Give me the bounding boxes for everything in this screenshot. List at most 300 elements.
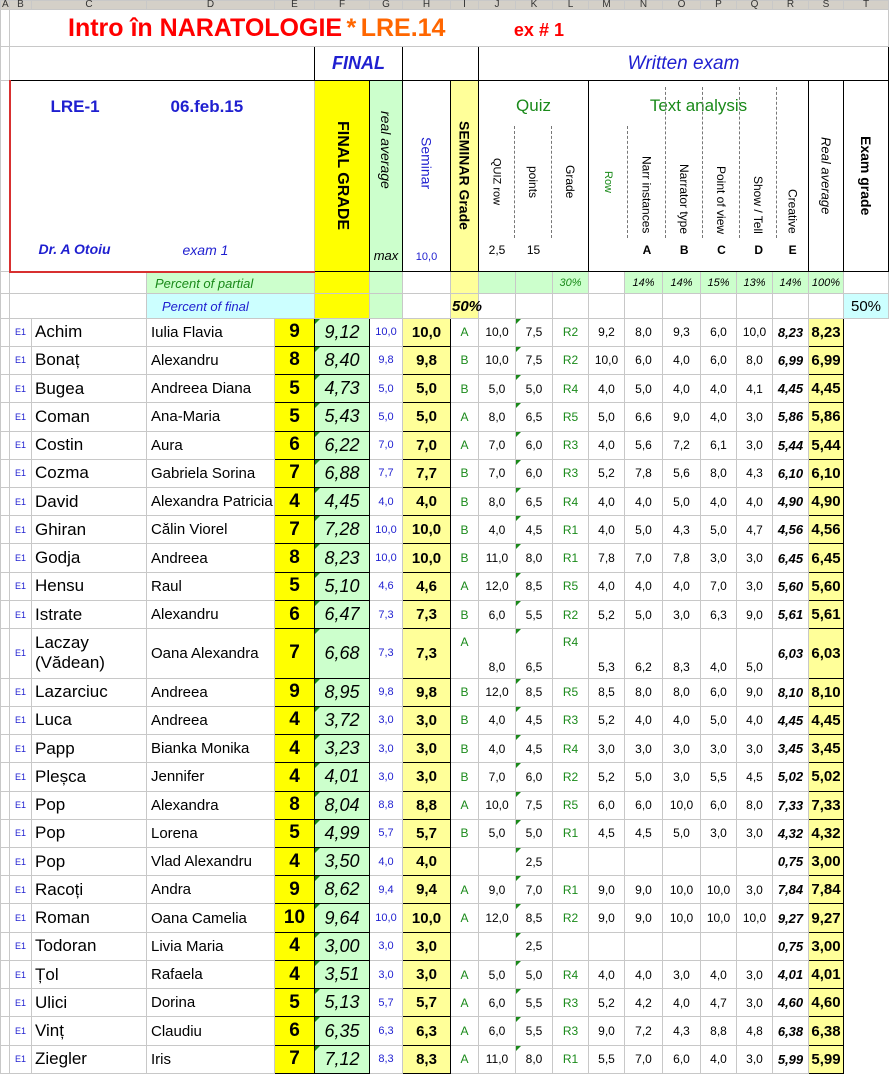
cell-c[interactable]: 9,0 — [663, 403, 701, 431]
cell-b[interactable] — [625, 847, 663, 875]
cell-surname[interactable]: Cozma — [32, 459, 147, 487]
cell-first[interactable]: Aura — [147, 431, 275, 459]
cell-avg[interactable]: 4,73 — [315, 375, 370, 403]
cell-final[interactable]: 5 — [275, 819, 315, 847]
cell-avg[interactable]: 9,64 — [315, 904, 370, 932]
cell-surname[interactable]: Pleșca — [32, 763, 147, 791]
cell-pts[interactable] — [479, 932, 516, 960]
cell-sem[interactable]: 3,0 — [370, 706, 403, 734]
cell-c[interactable]: 4,0 — [663, 346, 701, 374]
cell-eg[interactable]: 4,56 — [809, 516, 844, 544]
cell-a[interactable]: 4,0 — [589, 572, 625, 600]
cell-eg[interactable]: 4,60 — [809, 989, 844, 1017]
cell-b[interactable]: 9,0 — [625, 904, 663, 932]
cell-a[interactable]: 6,0 — [589, 791, 625, 819]
cell-final[interactable]: 4 — [275, 763, 315, 791]
cell-surname[interactable]: Bugea — [32, 375, 147, 403]
cell-qg[interactable]: 6,0 — [516, 431, 553, 459]
cell-qrow[interactable]: A — [451, 960, 479, 988]
cell-first[interactable]: Dorina — [147, 989, 275, 1017]
cell-c[interactable]: 8,0 — [663, 678, 701, 706]
cell-pts[interactable]: 9,0 — [479, 876, 516, 904]
cell-row[interactable]: R3 — [553, 1017, 589, 1045]
cell-eg[interactable]: 6,10 — [809, 459, 844, 487]
cell-eg[interactable]: 5,86 — [809, 403, 844, 431]
cell-semg[interactable]: 9,8 — [403, 346, 451, 374]
cell-sem[interactable]: 3,0 — [370, 735, 403, 763]
cell-a[interactable]: 7,8 — [589, 544, 625, 572]
cell-a[interactable]: 4,0 — [589, 488, 625, 516]
ta-percent-b[interactable]: 14% — [663, 272, 701, 294]
cell-final[interactable]: 7 — [275, 1045, 315, 1073]
cell-tag[interactable]: E1 — [10, 1017, 32, 1045]
cell-semg[interactable]: 5,0 — [403, 375, 451, 403]
cell-eg[interactable]: 6,99 — [809, 346, 844, 374]
cell-qg[interactable]: 8,0 — [516, 544, 553, 572]
cell-final[interactable]: 6 — [275, 1017, 315, 1045]
cell-qrow[interactable] — [451, 847, 479, 875]
cell-tag[interactable]: E1 — [10, 318, 32, 346]
cell-qrow[interactable]: B — [451, 346, 479, 374]
cell-b[interactable]: 9,0 — [625, 876, 663, 904]
column-header-b[interactable]: B — [10, 1, 32, 10]
seminar-header[interactable] — [403, 80, 451, 272]
cell-sem[interactable]: 5,7 — [370, 989, 403, 1017]
cell-sem[interactable]: 3,0 — [370, 960, 403, 988]
cell-avg[interactable]: 4,45 — [315, 488, 370, 516]
cell-e[interactable] — [737, 932, 773, 960]
cell-c[interactable]: 3,0 — [663, 735, 701, 763]
cell-a[interactable]: 5,2 — [589, 989, 625, 1017]
cell-first[interactable]: Alexandru — [147, 346, 275, 374]
cell-pts[interactable]: 6,0 — [479, 600, 516, 628]
cell-qg[interactable]: 4,5 — [516, 735, 553, 763]
cell-b[interactable]: 4,5 — [625, 819, 663, 847]
cell-pts[interactable]: 8,0 — [479, 403, 516, 431]
cell-sem[interactable]: 5,0 — [370, 375, 403, 403]
column-header-g[interactable]: G — [370, 1, 403, 10]
cell-ra[interactable]: 3,45 — [773, 735, 809, 763]
cell-e[interactable]: 3,0 — [737, 960, 773, 988]
cell-d[interactable]: 3,0 — [701, 735, 737, 763]
cell-e[interactable]: 8,0 — [737, 791, 773, 819]
cell-first[interactable]: Gabriela Sorina — [147, 459, 275, 487]
cell-surname[interactable]: Hensu — [32, 572, 147, 600]
cell-final[interactable]: 10 — [275, 904, 315, 932]
cell-surname[interactable]: Pop — [32, 791, 147, 819]
cell-qg[interactable]: 4,5 — [516, 706, 553, 734]
cell-sem[interactable]: 9,4 — [370, 876, 403, 904]
cell-eg[interactable]: 5,60 — [809, 572, 844, 600]
cell-avg[interactable]: 4,01 — [315, 763, 370, 791]
cell-sem[interactable]: 10,0 — [370, 516, 403, 544]
cell-a[interactable]: 9,0 — [589, 904, 625, 932]
cell-first[interactable]: Alexandru — [147, 600, 275, 628]
cell-semg[interactable]: 4,0 — [403, 847, 451, 875]
cell-qrow[interactable]: B — [451, 516, 479, 544]
cell-pts[interactable]: 6,0 — [479, 1017, 516, 1045]
cell-d[interactable] — [701, 932, 737, 960]
cell-d[interactable]: 4,0 — [701, 1045, 737, 1073]
cell-a[interactable] — [589, 847, 625, 875]
cell-e[interactable]: 9,0 — [737, 600, 773, 628]
cell-qrow[interactable]: A — [451, 572, 479, 600]
cell-first[interactable]: Claudiu — [147, 1017, 275, 1045]
cell-avg[interactable]: 7,12 — [315, 1045, 370, 1073]
column-header-d[interactable]: D — [147, 1, 275, 10]
quiz-percent[interactable]: 30% — [553, 272, 589, 294]
cell-d[interactable]: 6,1 — [701, 431, 737, 459]
cell-semg[interactable]: 3,0 — [403, 706, 451, 734]
cell-eg[interactable]: 4,45 — [809, 375, 844, 403]
cell-eg[interactable]: 5,99 — [809, 1045, 844, 1073]
cell-final[interactable]: 8 — [275, 544, 315, 572]
cell-e[interactable]: 4,0 — [737, 706, 773, 734]
cell-surname[interactable]: Papp — [32, 735, 147, 763]
cell-sem[interactable]: 6,3 — [370, 1017, 403, 1045]
cell-avg[interactable]: 3,00 — [315, 932, 370, 960]
cell-semg[interactable]: 8,8 — [403, 791, 451, 819]
cell-ra[interactable]: 4,60 — [773, 989, 809, 1017]
cell-tag[interactable]: E1 — [10, 346, 32, 374]
cell-c[interactable]: 5,0 — [663, 819, 701, 847]
cell-a[interactable]: 8,5 — [589, 678, 625, 706]
cell-first[interactable]: Raul — [147, 572, 275, 600]
cell-tag[interactable]: E1 — [10, 629, 32, 678]
cell-qg[interactable]: 6,5 — [516, 488, 553, 516]
cell-b[interactable]: 4,0 — [625, 960, 663, 988]
cell-pts[interactable]: 8,0 — [479, 629, 516, 678]
cell-qg[interactable]: 7,5 — [516, 791, 553, 819]
cell-d[interactable]: 4,0 — [701, 375, 737, 403]
cell-row[interactable]: R2 — [553, 763, 589, 791]
seminar-grade-header[interactable] — [451, 80, 479, 272]
cell-row[interactable]: R1 — [553, 819, 589, 847]
cell-final[interactable]: 6 — [275, 600, 315, 628]
cell-e[interactable]: 4,3 — [737, 459, 773, 487]
cell-qg[interactable]: 8,0 — [516, 1045, 553, 1073]
cell-tag[interactable]: E1 — [10, 706, 32, 734]
cell-semg[interactable]: 4,0 — [403, 488, 451, 516]
final-label[interactable]: FINAL — [315, 47, 403, 80]
cell-qrow[interactable]: A — [451, 629, 479, 678]
cell-ra[interactable]: 6,99 — [773, 346, 809, 374]
cell-qrow[interactable]: A — [451, 1045, 479, 1073]
cell-e[interactable]: 10,0 — [737, 904, 773, 932]
cell-pts[interactable]: 12,0 — [479, 904, 516, 932]
cell-pts[interactable]: 10,0 — [479, 346, 516, 374]
cell-a[interactable]: 4,0 — [589, 960, 625, 988]
cell-b[interactable]: 8,0 — [625, 318, 663, 346]
cell-first[interactable]: Alexandra Patricia — [147, 488, 275, 516]
cell-ra[interactable]: 8,10 — [773, 678, 809, 706]
cell-d[interactable]: 6,0 — [701, 791, 737, 819]
cell-qg[interactable]: 6,5 — [516, 629, 553, 678]
cell-semg[interactable]: 7,3 — [403, 629, 451, 678]
cell-d[interactable]: 3,0 — [701, 819, 737, 847]
cell-e[interactable]: 8,0 — [737, 346, 773, 374]
cell-first[interactable]: Rafaela — [147, 960, 275, 988]
cell-qrow[interactable]: B — [451, 819, 479, 847]
written-exam-label[interactable]: Written exam — [479, 47, 889, 80]
cell-c[interactable]: 6,0 — [663, 1045, 701, 1073]
cell-qg[interactable]: 7,5 — [516, 318, 553, 346]
cell-pts[interactable]: 10,0 — [479, 318, 516, 346]
cell-avg[interactable]: 5,10 — [315, 572, 370, 600]
cell-final[interactable]: 8 — [275, 791, 315, 819]
cell-qrow[interactable]: A — [451, 989, 479, 1017]
cell-eg[interactable]: 6,03 — [809, 629, 844, 678]
cell-tag[interactable]: E1 — [10, 488, 32, 516]
cell-final[interactable]: 5 — [275, 989, 315, 1017]
cell-ra[interactable]: 4,90 — [773, 488, 809, 516]
cell-b[interactable]: 6,0 — [625, 346, 663, 374]
cell-qrow[interactable]: B — [451, 488, 479, 516]
cell-tag[interactable]: E1 — [10, 932, 32, 960]
cell-tag[interactable]: E1 — [10, 600, 32, 628]
cell-final[interactable]: 9 — [275, 318, 315, 346]
cell-qg[interactable]: 2,5 — [516, 932, 553, 960]
cell-row[interactable] — [553, 932, 589, 960]
cell-b[interactable]: 6,6 — [625, 403, 663, 431]
cell-d[interactable] — [701, 847, 737, 875]
cell-semg[interactable]: 3,0 — [403, 735, 451, 763]
cell-b[interactable]: 7,2 — [625, 1017, 663, 1045]
cell-ra[interactable]: 5,02 — [773, 763, 809, 791]
cell-eg[interactable]: 3,00 — [809, 847, 844, 875]
column-header-a[interactable]: A — [2, 0, 9, 11]
cell-row[interactable]: R4 — [553, 735, 589, 763]
cell-row[interactable]: R4 — [553, 629, 589, 678]
cell-a[interactable]: 10,0 — [589, 346, 625, 374]
cell-eg[interactable]: 8,10 — [809, 678, 844, 706]
cell-eg[interactable]: 6,38 — [809, 1017, 844, 1045]
cell-b[interactable]: 8,0 — [625, 678, 663, 706]
cell-avg[interactable]: 9,12 — [315, 318, 370, 346]
column-header-l[interactable]: L — [553, 1, 589, 10]
cell-d[interactable]: 7,0 — [701, 572, 737, 600]
cell-semg[interactable]: 6,3 — [403, 1017, 451, 1045]
cell-c[interactable]: 5,6 — [663, 459, 701, 487]
cell-avg[interactable]: 8,62 — [315, 876, 370, 904]
cell-b[interactable]: 7,0 — [625, 544, 663, 572]
cell-eg[interactable]: 9,27 — [809, 904, 844, 932]
cell-first[interactable]: Andreea — [147, 678, 275, 706]
cell-avg[interactable]: 8,40 — [315, 346, 370, 374]
cell-ra[interactable]: 4,56 — [773, 516, 809, 544]
cell-surname[interactable]: Roman — [32, 904, 147, 932]
cell-ra[interactable]: 6,38 — [773, 1017, 809, 1045]
cell-tag[interactable]: E1 — [10, 791, 32, 819]
cell-surname[interactable]: Pop — [32, 819, 147, 847]
cell-row[interactable]: R5 — [553, 403, 589, 431]
cell-pts[interactable]: 5,0 — [479, 819, 516, 847]
cell-e[interactable]: 3,0 — [737, 572, 773, 600]
cell-avg[interactable]: 8,23 — [315, 544, 370, 572]
cell-d[interactable]: 10,0 — [701, 876, 737, 904]
cell-row[interactable]: R2 — [553, 904, 589, 932]
cell-first[interactable]: Alexandra — [147, 791, 275, 819]
cell-tag[interactable]: E1 — [10, 459, 32, 487]
cell-sem[interactable]: 3,0 — [370, 932, 403, 960]
cell-qg[interactable]: 5,0 — [516, 819, 553, 847]
cell-qg[interactable]: 8,5 — [516, 678, 553, 706]
cell-avg[interactable]: 6,88 — [315, 459, 370, 487]
cell-e[interactable]: 4,5 — [737, 763, 773, 791]
cell-surname[interactable]: Achim — [32, 318, 147, 346]
cell-d[interactable]: 3,0 — [701, 544, 737, 572]
ta-percent-e[interactable]: 14% — [773, 272, 809, 294]
column-header-n[interactable]: N — [625, 1, 663, 10]
cell-tag[interactable]: E1 — [10, 572, 32, 600]
cell-c[interactable]: 3,0 — [663, 600, 701, 628]
cell-ra[interactable]: 4,45 — [773, 706, 809, 734]
cell-d[interactable]: 5,0 — [701, 706, 737, 734]
column-header-i[interactable]: I — [451, 1, 479, 10]
cell-a[interactable]: 3,0 — [589, 735, 625, 763]
cell-avg[interactable]: 6,22 — [315, 431, 370, 459]
cell-avg[interactable]: 4,99 — [315, 819, 370, 847]
cell-qg[interactable]: 6,0 — [516, 459, 553, 487]
cell-first[interactable]: Ana-Maria — [147, 403, 275, 431]
column-header-c[interactable]: C — [32, 1, 147, 10]
cell-semg[interactable]: 3,0 — [403, 960, 451, 988]
cell-d[interactable]: 8,8 — [701, 1017, 737, 1045]
cell-surname[interactable]: Ulici — [32, 989, 147, 1017]
cell-final[interactable]: 9 — [275, 678, 315, 706]
cell-semg[interactable]: 10,0 — [403, 516, 451, 544]
cell-avg[interactable]: 3,72 — [315, 706, 370, 734]
cell-eg[interactable]: 4,90 — [809, 488, 844, 516]
cell-final[interactable]: 7 — [275, 629, 315, 678]
cell-d[interactable]: 8,0 — [701, 459, 737, 487]
cell-sem[interactable]: 9,8 — [370, 678, 403, 706]
cell-pts[interactable]: 5,0 — [479, 375, 516, 403]
cell-a[interactable]: 5,3 — [589, 629, 625, 678]
cell-surname[interactable]: Ghiran — [32, 516, 147, 544]
cell-c[interactable] — [663, 847, 701, 875]
column-header-h[interactable]: H — [403, 1, 451, 10]
cell-ra[interactable]: 4,32 — [773, 819, 809, 847]
cell-qrow[interactable]: A — [451, 431, 479, 459]
cell-avg[interactable]: 6,47 — [315, 600, 370, 628]
cell-avg[interactable]: 3,50 — [315, 847, 370, 875]
cell-c[interactable]: 10,0 — [663, 904, 701, 932]
cell-qg[interactable]: 4,5 — [516, 516, 553, 544]
cell-pts[interactable]: 11,0 — [479, 544, 516, 572]
cell-qrow[interactable]: B — [451, 678, 479, 706]
cell-surname[interactable]: Bonaț — [32, 346, 147, 374]
cell-qrow[interactable]: A — [451, 403, 479, 431]
cell-pts[interactable]: 8,0 — [479, 488, 516, 516]
cell-qrow[interactable]: A — [451, 1017, 479, 1045]
cell-final[interactable]: 7 — [275, 516, 315, 544]
cell-surname[interactable]: Țol — [32, 960, 147, 988]
cell-qrow[interactable]: A — [451, 876, 479, 904]
cell-row[interactable]: R4 — [553, 488, 589, 516]
cell-first[interactable]: Andreea Diana — [147, 375, 275, 403]
cell-row[interactable]: R1 — [553, 516, 589, 544]
cell-row[interactable]: R3 — [553, 459, 589, 487]
cell-tag[interactable]: E1 — [10, 989, 32, 1017]
cell-surname[interactable]: Costin — [32, 431, 147, 459]
cell-e[interactable]: 4,8 — [737, 1017, 773, 1045]
cell-pts[interactable]: 4,0 — [479, 735, 516, 763]
cell-semg[interactable]: 3,0 — [403, 763, 451, 791]
column-header-t[interactable]: T — [844, 1, 889, 10]
cell-semg[interactable]: 5,0 — [403, 403, 451, 431]
cell-pts[interactable]: 4,0 — [479, 706, 516, 734]
cell-b[interactable]: 5,0 — [625, 375, 663, 403]
cell-ra[interactable]: 6,45 — [773, 544, 809, 572]
cell-first[interactable]: Iris — [147, 1045, 275, 1073]
cell-final[interactable]: 4 — [275, 932, 315, 960]
cell-b[interactable]: 5,0 — [625, 763, 663, 791]
cell-qrow[interactable]: B — [451, 763, 479, 791]
cell-qg[interactable]: 5,5 — [516, 1017, 553, 1045]
cell-final[interactable]: 4 — [275, 488, 315, 516]
cell-e[interactable]: 3,0 — [737, 403, 773, 431]
cell-avg[interactable]: 6,35 — [315, 1017, 370, 1045]
cell-qrow[interactable]: A — [451, 904, 479, 932]
cell-pts[interactable]: 11,0 — [479, 1045, 516, 1073]
cell-c[interactable]: 4,0 — [663, 375, 701, 403]
cell-pts[interactable]: 12,0 — [479, 572, 516, 600]
ta-percent-c[interactable]: 15% — [701, 272, 737, 294]
cell-tag[interactable]: E1 — [10, 431, 32, 459]
real-average-percent[interactable]: 100% — [809, 272, 844, 294]
cell-pts[interactable]: 7,0 — [479, 431, 516, 459]
cell-a[interactable]: 5,2 — [589, 763, 625, 791]
cell-ra[interactable]: 4,45 — [773, 375, 809, 403]
cell-surname[interactable]: Vinț — [32, 1017, 147, 1045]
cell-first[interactable]: Iulia Flavia — [147, 318, 275, 346]
column-header-r[interactable]: R — [773, 1, 809, 10]
cell-qg[interactable]: 5,5 — [516, 600, 553, 628]
cell-qrow[interactable]: B — [451, 375, 479, 403]
cell-ra[interactable]: 0,75 — [773, 932, 809, 960]
cell-row[interactable]: R3 — [553, 431, 589, 459]
cell-b[interactable]: 7,8 — [625, 459, 663, 487]
cell-qg[interactable]: 8,5 — [516, 904, 553, 932]
cell-eg[interactable]: 4,01 — [809, 960, 844, 988]
cell-sem[interactable]: 4,0 — [370, 488, 403, 516]
cell-sem[interactable]: 10,0 — [370, 904, 403, 932]
cell-c[interactable]: 5,0 — [663, 488, 701, 516]
cell-a[interactable]: 5,5 — [589, 1045, 625, 1073]
cell-row[interactable]: R3 — [553, 989, 589, 1017]
cell-c[interactable]: 4,0 — [663, 989, 701, 1017]
column-header-o[interactable]: O — [663, 1, 701, 10]
cell-c[interactable]: 4,0 — [663, 706, 701, 734]
cell-row[interactable]: R3 — [553, 706, 589, 734]
cell-eg[interactable]: 3,45 — [809, 735, 844, 763]
cell-final[interactable]: 5 — [275, 403, 315, 431]
cell-first[interactable]: Andra — [147, 876, 275, 904]
cell-qg[interactable]: 5,5 — [516, 989, 553, 1017]
cell-semg[interactable]: 5,7 — [403, 989, 451, 1017]
cell-pts[interactable] — [479, 847, 516, 875]
cell-pts[interactable]: 7,0 — [479, 763, 516, 791]
cell-tag[interactable]: E1 — [10, 375, 32, 403]
cell-b[interactable]: 4,2 — [625, 989, 663, 1017]
cell-semg[interactable]: 10,0 — [403, 544, 451, 572]
cell-eg[interactable]: 5,44 — [809, 431, 844, 459]
cell-surname[interactable]: Luca — [32, 706, 147, 734]
cell-sem[interactable]: 4,0 — [370, 847, 403, 875]
cell-final[interactable]: 7 — [275, 459, 315, 487]
cell-ra[interactable]: 8,23 — [773, 318, 809, 346]
